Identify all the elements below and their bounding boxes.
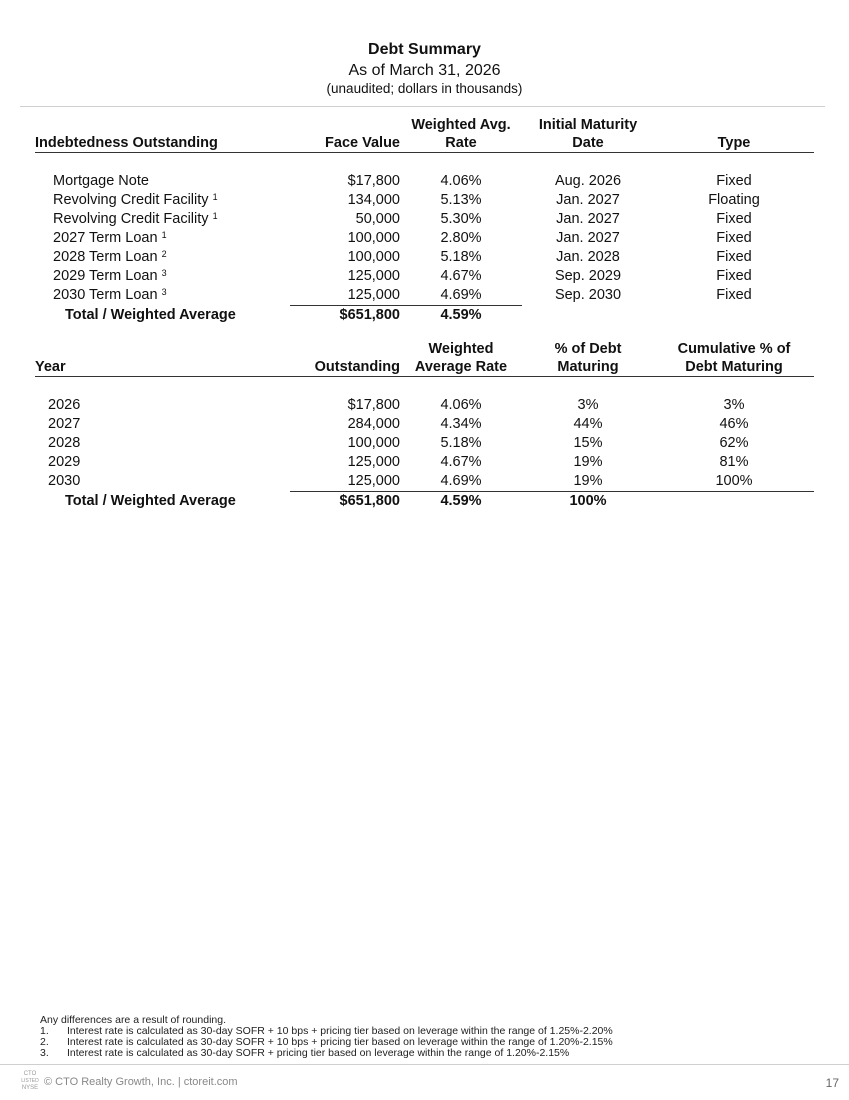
debt-type: Floating (708, 192, 760, 208)
col-maturity: Initial Maturity Date (522, 116, 654, 153)
debt-total-face: $651,800 (290, 306, 400, 326)
footer (20, 1071, 238, 1092)
col-weighted-rate: Weighted Average Rate (400, 340, 522, 377)
col-type: Type (654, 116, 814, 153)
col-pct-maturing: % of Debt Maturing (522, 340, 654, 377)
debt-row (35, 286, 814, 306)
col-cumulative: Cumulative % of Debt Maturing (654, 340, 814, 377)
debt-type: Fixed (716, 173, 752, 189)
maturity-row (35, 434, 814, 453)
debt-name: 2028 Term Loan $^2$ (53, 249, 167, 265)
debt-maturity: Jan. 2027 (556, 192, 620, 208)
maturity-year: 2028 (48, 435, 81, 451)
debt-name: Revolving Credit Facility $^1$ (53, 211, 218, 227)
debt-rate: 5.18% (440, 249, 482, 265)
debt-face-value: $17,800 (347, 173, 400, 189)
col-face-value: Face Value (290, 116, 400, 153)
col-outstanding: Outstanding (290, 340, 400, 377)
footnote-2: 2. Interest rate is calculated as 30-day SOFR + 10 bps + pricing tier based on leverage within the range of 1.20%-2.15% (40, 1036, 613, 1048)
top-divider (20, 106, 825, 107)
debt-face-value: 125,000 (347, 268, 400, 284)
debt-type: Fixed (716, 249, 752, 265)
debt-total-label: Total / Weighted Average (65, 306, 236, 323)
page-number: 17 (825, 1076, 839, 1090)
maturity-pct: 15% (573, 435, 603, 451)
debt-type: Fixed (716, 211, 752, 227)
page-title: Debt Summary (368, 41, 481, 58)
footnotes (40, 1015, 613, 1059)
maturity-row (35, 453, 814, 472)
maturity-pct: 19% (573, 454, 603, 470)
maturity-rate: 4.34% (440, 416, 482, 432)
debt-type: Fixed (716, 230, 752, 246)
col-year: Year (35, 340, 290, 377)
footnote-marker: 3 (161, 287, 167, 298)
debt-rate: 4.69% (400, 286, 522, 306)
debt-rate: 4.06% (440, 173, 482, 189)
maturity-year: 2027 (48, 416, 81, 432)
maturity-table (35, 340, 814, 511)
maturity-outstanding: $17,800 (347, 397, 400, 413)
footnote-3: 3. Interest rate is calculated as 30-day SOFR + pricing tier based on leverage within the range of 1.20%-2.15% (40, 1047, 570, 1059)
maturity-table-header (35, 340, 814, 377)
page-subtitle: As of March 31, 2026 (348, 62, 501, 79)
maturity-cumulative: 3% (723, 397, 745, 413)
debt-name: Revolving Credit Facility $^1$ (53, 192, 218, 208)
maturity-cumulative: 46% (719, 416, 749, 432)
debt-row (35, 191, 814, 210)
debt-face-value: 125,000 (290, 286, 400, 306)
rounding-note: Any differences are a result of rounding. (40, 1014, 227, 1026)
debt-name: Mortgage Note (53, 173, 149, 189)
maturity-rate: 4.69% (400, 472, 522, 492)
maturity-year: 2029 (48, 454, 81, 470)
debt-type: Fixed (716, 268, 752, 284)
debt-name: 2027 Term Loan $^1$ (53, 230, 167, 246)
debt-table (35, 116, 814, 325)
maturity-cumulative: 81% (719, 454, 749, 470)
debt-row (35, 210, 814, 229)
bottom-divider (0, 1064, 849, 1065)
debt-face-value: 134,000 (347, 192, 400, 208)
maturity-pct: 44% (573, 416, 603, 432)
debt-maturity: Sep. 2030 (554, 287, 622, 304)
debt-face-value: 50,000 (355, 211, 400, 227)
maturity-outstanding: 100,000 (347, 435, 400, 451)
debt-face-value: 100,000 (347, 230, 400, 246)
footnote-marker: 1 (212, 192, 218, 202)
maturity-cumulative: 100% (654, 472, 814, 492)
maturity-outstanding: 284,000 (347, 416, 400, 432)
debt-rate: 5.30% (440, 211, 482, 227)
footnote-marker: 1 (212, 211, 218, 221)
debt-row (35, 267, 814, 286)
maturity-outstanding: 125,000 (347, 454, 400, 470)
maturity-row (35, 415, 814, 434)
maturity-cumulative: 62% (719, 435, 749, 451)
debt-table-header (35, 116, 814, 153)
debt-maturity: Sep. 2029 (554, 268, 622, 284)
debt-rate: 5.13% (440, 192, 482, 208)
maturity-row (35, 472, 814, 492)
col-indebtedness: Indebtedness Outstanding (35, 116, 290, 153)
footnote-marker: 1 (161, 230, 167, 240)
maturity-pct: 19% (522, 472, 654, 492)
debt-maturity: Aug. 2026 (554, 173, 622, 189)
maturity-total-outstanding: $651,800 (290, 492, 400, 512)
debt-rate: 2.80% (440, 230, 482, 246)
debt-total-row (35, 306, 814, 326)
maturity-rate: 4.06% (440, 397, 482, 413)
maturity-row (35, 396, 814, 415)
debt-maturity: Jan. 2027 (556, 230, 620, 246)
footnote-marker: 3 (161, 268, 167, 278)
debt-maturity: Jan. 2028 (556, 249, 620, 265)
maturity-total-pct: 100% (569, 493, 607, 509)
maturity-rate: 5.18% (440, 435, 482, 451)
maturity-total-label: Total / Weighted Average (65, 492, 236, 509)
debt-type: Fixed (716, 287, 752, 304)
maturity-total-row (35, 492, 814, 512)
col-rate: Weighted Avg. Rate (400, 116, 522, 153)
debt-total-rate: 4.59% (400, 306, 522, 326)
debt-row (35, 229, 814, 248)
maturity-pct: 3% (577, 397, 599, 413)
cto-nyse-logo: CTO LISTED NYSE (21, 1071, 39, 1091)
maturity-rate: 4.67% (440, 454, 482, 470)
debt-face-value: 100,000 (347, 249, 400, 265)
footnote-1: 1. Interest rate is calculated as 30-day SOFR + 10 bps + pricing tier based on leverage within the range of 1.25%-2.20% (40, 1025, 613, 1037)
copyright-text: © CTO Realty Growth, Inc. | ctoreit.com (44, 1075, 238, 1088)
maturity-outstanding: 125,000 (290, 472, 400, 492)
debt-name: 2030 Term Loan $^3$ (53, 287, 167, 304)
footnote-marker: 2 (161, 249, 167, 259)
debt-rate: 4.67% (440, 268, 482, 284)
maturity-year: 2026 (48, 397, 81, 413)
maturity-total-rate: 4.59% (440, 493, 482, 509)
debt-name: 2029 Term Loan $^3$ (53, 268, 167, 284)
page-note: (unaudited; dollars in thousands) (326, 81, 523, 96)
debt-maturity: Jan. 2027 (556, 211, 620, 227)
debt-row (35, 172, 814, 191)
debt-row (35, 248, 814, 267)
maturity-year: 2030 (48, 473, 81, 490)
